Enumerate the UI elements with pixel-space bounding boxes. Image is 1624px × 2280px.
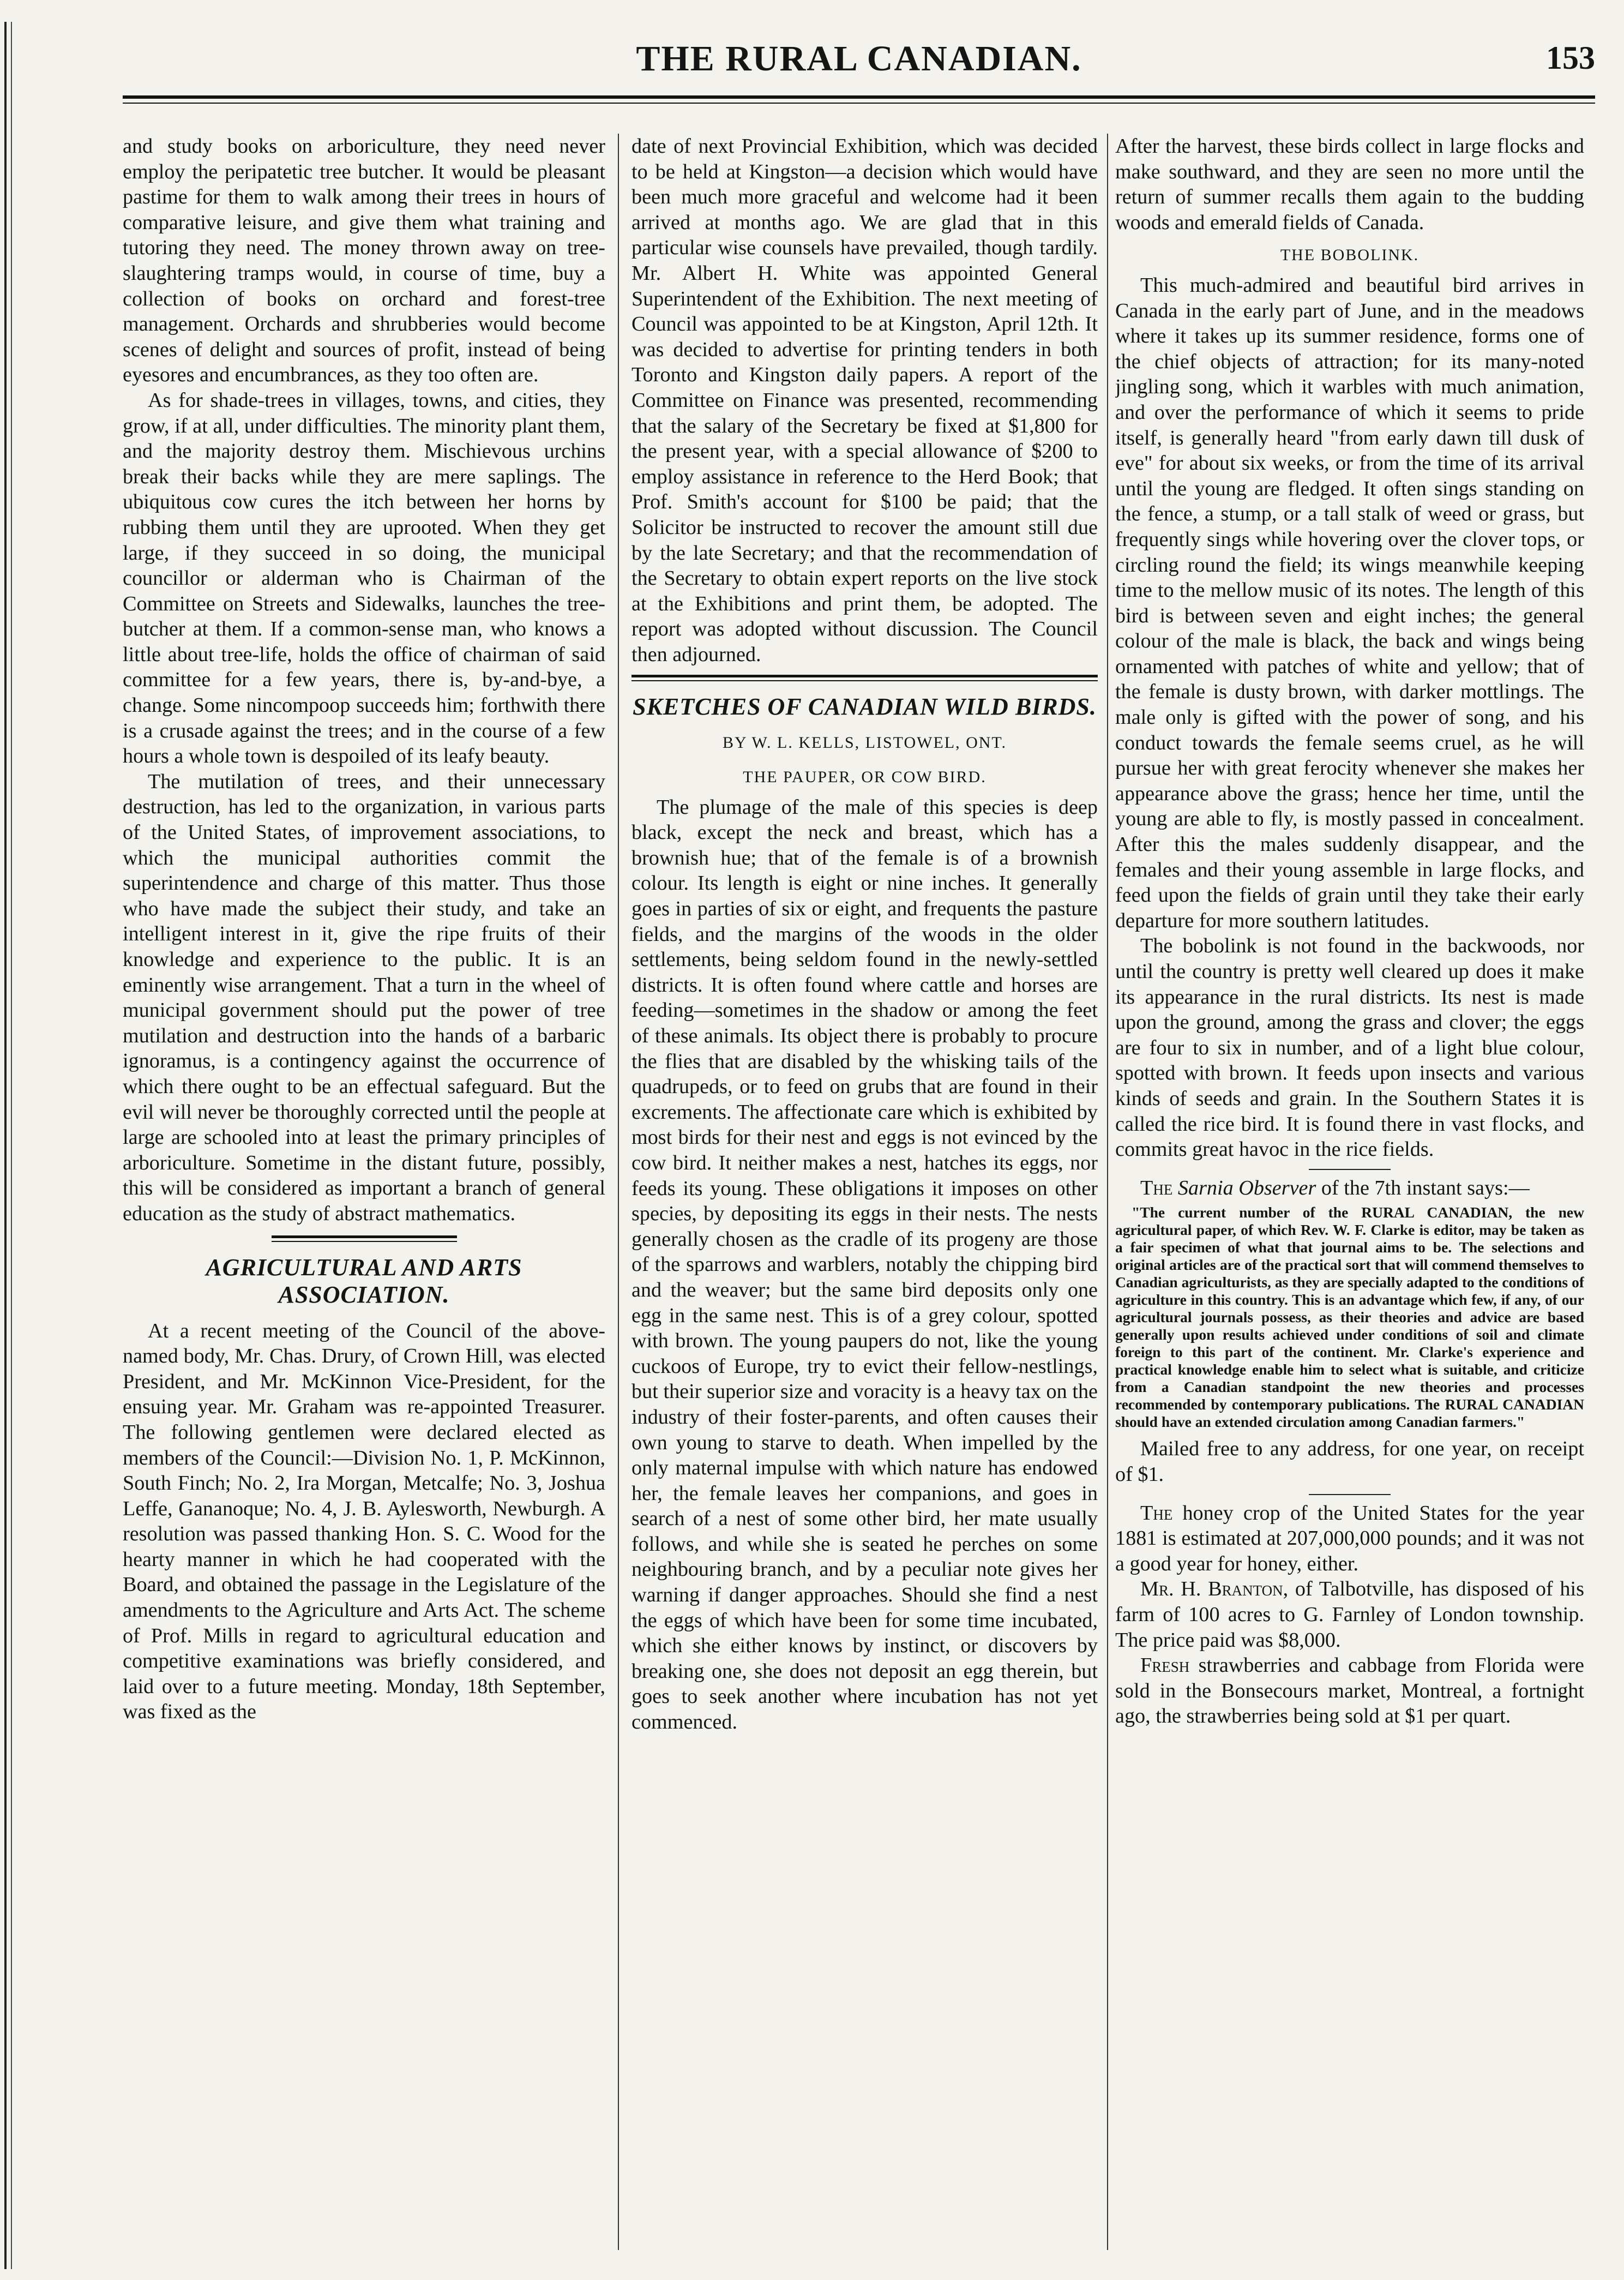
- paragraph-branton: [1115, 1576, 1584, 1653]
- header-rule-thin: [123, 103, 1595, 104]
- page-number: 153: [1546, 40, 1595, 76]
- section-rule: [272, 1235, 457, 1242]
- subhead-cow-bird: THE PAUPER, OR COW BIRD.: [743, 768, 987, 787]
- byline: BY W. L. KELLS, LISTOWEL, ONT.: [722, 734, 1007, 752]
- section-title-agricultural: AGRICULTURAL AND ARTS ASSOCIATION.: [206, 1253, 522, 1308]
- column-1: [123, 134, 605, 2250]
- paragraph: and study books on arboriculture, they need never employ the peripatetic tree butcher. It would be pleasant pastime for them to walk among their trees in hours of comparative leisure, and give them what training and tutoring they need. The money thrown away on tree-slaughtering tramps would, in course of time, buy a collection of books on orchard and forest-tree management. Orchards and shrubberies would become scenes of delight and sources of profit, instead of being eyesores and encumbrances, as they too often are.: [123, 135, 605, 387]
- lead-word: Fresh: [1140, 1654, 1190, 1677]
- paragraph: The plumage of the male of this species is deep black, except the neck and breast, which has a brownish hue; that of the female is of a brownish colour. Its length is eight or nine inches. It generally goes in parties of six or eight, and frequents the pasture fields, and the margins of the woods in the older settlements, being seldom found in the newly-settled districts. It is often found where cattle and horses are feeding—sometimes in the shadow or among the feet of these animals. Its object there is probably to procure the flies that are disabled by the whisking tails of the quadrupeds, or to feed on grubs that are found in their excrements. The affectionate care which is exhibited by most birds for their nest and eggs is not evinced by the cow bird. It neither makes a nest, hatches its eggs, nor feeds its young. These obligations it imposes on other species, by depositing its eggs in their nests. The nests generally chosen as the cradle of its progeny are those of the sparrows and warblers, notably the chipping bird and the weaver; but the same bird deposits only one egg in the same nest. This is of a grey colour, spotted with brown. The young paupers do not, like the young cuckoos of Europe, try to evict their fellow-nestlings, but their superior size and voracity is a heavy tax on the industry of their foster-parents, and often causes their own young to starve to death. When impelled by the only maternal impulse with which nature has endowed her, the female leaves her companions, and goes in search of a nest of some other bird, her mate usually follows, and while she is seated he perches on some neighbouring branch, and by a peculiar note gives her warning if danger approaches. Should she find a nest the eggs of which have been for some time incubated, which she either knows by instinct, or discovers by breaking one, she does not deposit an egg therein, but goes to seek another where incubation has not yet commenced.: [631, 795, 1098, 1734]
- paragraph-text: of the 7th instant says:—: [1321, 1176, 1530, 1199]
- paragraph-honey: [1115, 1501, 1584, 1577]
- paragraph: As for shade-trees in villages, towns, and cities, they grow, if at all, under difficulties. The minority plant them, and the majority destroy them. Mischievous urchins break their backs while they are mere saplings. The ubiquitous cow cures the itch between her horns by rubbing them until they are uprooted. When they get large, if they succeed in so doing, the municipal councillor or alderman who is Chairman of the Committee on Streets and Sidewalks, launches the tree-butcher at them. If a common-sense man, who knows a little about tree-life, holds the office of chairman of said committee for a few years, there is, by-and-bye, a change. Some nincompoop succeeds him; forthwith there is a crusade against the trees; and in the course of a few hours a whole town is despoiled of its leafy beauty.: [123, 388, 605, 768]
- separator-rule: [1309, 1169, 1391, 1170]
- paragraph: Mailed free to any address, for one year, on receipt of $1.: [1115, 1437, 1584, 1486]
- paragraph-sarnia: [1115, 1175, 1584, 1201]
- subhead-bobolink: THE BOBOLINK.: [1280, 246, 1420, 265]
- page-title: THE RURAL CANADIAN.: [636, 39, 1082, 79]
- paragraph: At a recent meeting of the Council of the above-named body, Mr. Chas. Drury, of Crown Hill, was elected President, and Mr. McKinnon Vice-President, for the ensuing year. Mr. Graham was re-appointed Treasurer. The following gentlemen were declared elected as members of the Council:—Division No. 1, P. McKinnon, South Finch; No. 2, Ira Morgan, Metcalfe; No. 3, Joshua Leffe, Gananoque; No. 4, J. B. Aylesworth, Newburgh. A resolution was passed thanking Hon. S. C. Wood for the hearty manner in which he had cooperated with the Board, and obtained the passage in the Legislature of the amendments to the Agriculture and Arts Act. The scheme of Prof. Mills in regard to agricultural education and competitive examinations was briefly considered, and laid over to a future meeting. Monday, 18th September, was fixed as the: [123, 1319, 605, 1724]
- column-divider-2: [1107, 134, 1108, 2250]
- page-header: [123, 38, 1595, 87]
- quoted-review: "The current number of the RURAL CANADIAN, the new agricultural paper, of which Rev. W. F. Clarke is editor, may be taken as a fair specimen of what that journal aims to be. The selections and original articles are of the practical sort that will commend themselves to Canadian agriculturists, as they are specially adapted to the conditions of agriculture in this country. This is an advantage which few, if any, of our agricultural journals possess, as their theories and advice are based generally upon results achieved under conditions of soil and climate foreign to this part of the continent. Mr. Clarke's experience and practical knowledge enable him to select what is suitable, and criticize from a Canadian standpoint the new theories and processes recommended by contemporary publications. The RURAL CANADIAN should have an extended circulation among Canadian farmers.": [1115, 1204, 1584, 1431]
- paragraph: After the harvest, these birds collect in large flocks and make southward, and they are seen no more until the return of summer recalls them again to the budding woods and emerald fields of Canada.: [1115, 135, 1584, 234]
- column-2: [631, 134, 1098, 2250]
- lead-word: The: [1140, 1176, 1173, 1199]
- paragraph-strawberries: [1115, 1653, 1584, 1729]
- paragraph-text: strawberries and cabbage from Florida were sold in the Bonsecours market, Montreal, a fortnight ago, the strawberries being sold at $1 per quart.: [1115, 1654, 1584, 1728]
- paragraph: The bobolink is not found in the backwoods, nor until the country is pretty well cleared up does it make its appearance in the rural districts. Its nest is made upon the ground, among the grass and clover; the eggs are four to six in number, and of a light blue colour, spotted with brown. It feeds upon insects and various kinds of seeds and grain. In the Southern States it is called the rice bird. It is found there in vast flocks, and commits great havoc in the rice fields.: [1115, 934, 1584, 1161]
- page-edge-rule-inner: [11, 22, 12, 2269]
- header-rule: [123, 95, 1595, 99]
- separator-rule: [1309, 1494, 1391, 1495]
- newspaper-name: Sarnia Observer: [1177, 1176, 1316, 1199]
- column-divider-1: [618, 134, 619, 2250]
- lead-word: Mr. H. Branton,: [1140, 1577, 1289, 1601]
- section-title-birds: SKETCHES OF CANADIAN WILD BIRDS.: [633, 693, 1097, 721]
- column-3: [1115, 134, 1584, 2250]
- page-edge-rule: [4, 22, 7, 2269]
- paragraph-text: honey crop of the United States for the year 1881 is estimated at 207,000,000 pounds; and it was not a good year for honey, either.: [1115, 1501, 1584, 1575]
- section-rule: [631, 675, 1098, 681]
- lead-word: The: [1140, 1501, 1173, 1525]
- paragraph-text: of Talbotville, has disposed of his farm of 100 acres to G. Farnley of London township. The price paid was $8,000.: [1115, 1577, 1584, 1652]
- paragraph: The mutilation of trees, and their unnecessary destruction, has led to the organization, in various parts of the United States, of improvement associations, to which the municipal authorities commit the superintendence and charge of this matter. Thus those who have made the subject their study, and take an intelligent interest in it, give the ripe fruits of their knowledge and experience to the public. It is an eminently wise arrangement. That a turn in the wheel of municipal government should put the power of tree mutilation and destruction into the hands of a barbaric ignoramus, is a contingency against the occurrence of which there ought to be an effectual safeguard. But the evil will never be thoroughly corrected until the people at large are schooled into at least the primary principles of arboriculture. Sometime in the distant future, possibly, this will be considered as important a branch of general education as the study of abstract mathematics.: [123, 770, 605, 1225]
- paragraph: date of next Provincial Exhibition, which was decided to be held at Kingston—a decision which would have been much more graceful and welcome had it been arrived at months ago. We are glad that in this particular wise counsels have prevailed, though tardily. Mr. Albert H. White was appointed General Superintendent of the Exhibition. The next meeting of Council was appointed to be at Kingston, April 12th. It was decided to advertise for printing tenders in both Toronto and Kingston daily papers. A report of the Committee on Finance was presented, recommending that the salary of the Secretary be fixed at $1,800 for the present year, with a special allowance of $200 to employ assistance in reference to the Herd Book; that Prof. Smith's account for $100 be paid; that the Solicitor be instructed to recover the amount still due by the late Secretary; and that the recommendation of the Secretary to obtain expert reports on the live stock at the Exhibitions and print them, be adopted. The report was adopted without discussion. The Council then adjourned.: [631, 135, 1098, 666]
- paragraph: This much-admired and beautiful bird arrives in Canada in the early part of June, and in the meadows where it takes up its summer residence, forms one of the chief objects of attraction; for its many-noted jingling song, which it warbles with much animation, and over the performance of which it seems to pride itself, is generally heard "from early dawn till dusk of eve" for about six weeks, or from the time of its arrival until the young are fledged. It often sings standing on the fence, a stump, or a tall stalk of weed or grass, but frequently sings while hovering over the clover tops, or circling round the field; its wings meanwhile keeping time to the mellow music of its notes. The length of this bird is between seven and eight inches; the general colour of the male is black, the back and wings being ornamented with patches of white and yellow; that of the female is dusty brown, with darker mottlings. The male only is gifted with the power of song, and his conduct towards the female seems cruel, as he will pursue her with great ferocity whenever she makes her appearance above the grass; hence her time, until the young are able to fly, is mostly passed in concealment. After this the males suddenly disappear, and the females and their young assemble in large flocks, and feed upon the fields of grain until they take their early departure for more southern latitudes.: [1115, 273, 1584, 932]
